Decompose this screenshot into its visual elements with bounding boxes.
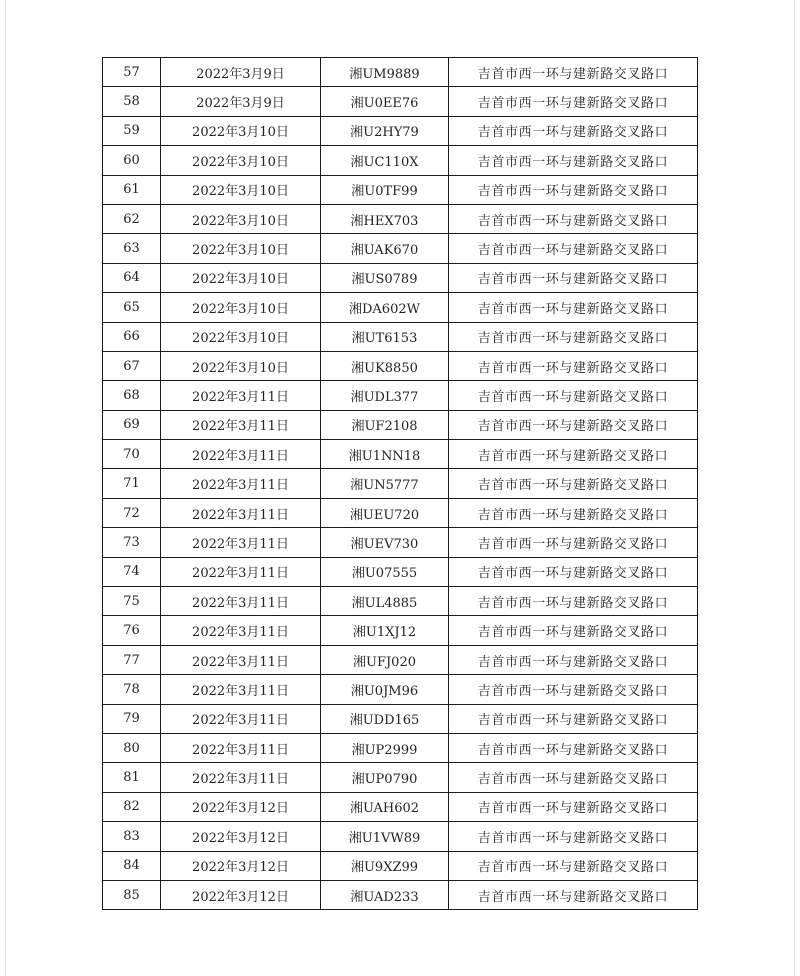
plate-number-cell: 湘U0TF99: [321, 175, 449, 204]
location-cell: 吉首市西一环与建新路交叉路口: [449, 557, 698, 586]
date-cell: 2022年3月12日: [161, 792, 321, 821]
table-row: [103, 175, 698, 204]
table-row: [103, 763, 698, 792]
date-cell: 2022年3月11日: [161, 469, 321, 498]
location-cell: 吉首市西一环与建新路交叉路口: [449, 498, 698, 527]
location-cell: 吉首市西一环与建新路交叉路口: [449, 763, 698, 792]
location-cell: 吉首市西一环与建新路交叉路口: [449, 675, 698, 704]
location-cell: 吉首市西一环与建新路交叉路口: [449, 351, 698, 380]
location-cell: 吉首市西一环与建新路交叉路口: [449, 175, 698, 204]
date-cell: 2022年3月11日: [161, 557, 321, 586]
location-cell: 吉首市西一环与建新路交叉路口: [449, 234, 698, 263]
plate-number-cell: 湘UDL377: [321, 381, 449, 410]
row-number-cell: 63: [103, 234, 161, 263]
records-table-body: [103, 58, 698, 910]
plate-number-cell: 湘UP2999: [321, 733, 449, 762]
location-cell: 吉首市西一环与建新路交叉路口: [449, 87, 698, 116]
plate-number-cell: 湘UT6153: [321, 322, 449, 351]
table-row: [103, 704, 698, 733]
date-cell: 2022年3月10日: [161, 146, 321, 175]
row-number-cell: 58: [103, 87, 161, 116]
location-cell: 吉首市西一环与建新路交叉路口: [449, 116, 698, 145]
table-row: [103, 616, 698, 645]
location-cell: 吉首市西一环与建新路交叉路口: [449, 204, 698, 233]
date-cell: 2022年3月11日: [161, 587, 321, 616]
row-number-cell: 81: [103, 763, 161, 792]
location-cell: 吉首市西一环与建新路交叉路口: [449, 733, 698, 762]
table-row: [103, 645, 698, 674]
plate-number-cell: 湘U2HY79: [321, 116, 449, 145]
date-cell: 2022年3月11日: [161, 410, 321, 439]
plate-number-cell: 湘UFJ020: [321, 645, 449, 674]
plate-number-cell: 湘U0JM96: [321, 675, 449, 704]
table-row: [103, 822, 698, 851]
plate-number-cell: 湘U1VW89: [321, 822, 449, 851]
row-number-cell: 72: [103, 498, 161, 527]
date-cell: 2022年3月11日: [161, 733, 321, 762]
plate-number-cell: 湘U0EE76: [321, 87, 449, 116]
table-row: [103, 87, 698, 116]
location-cell: 吉首市西一环与建新路交叉路口: [449, 469, 698, 498]
row-number-cell: 61: [103, 175, 161, 204]
location-cell: 吉首市西一环与建新路交叉路口: [449, 381, 698, 410]
date-cell: 2022年3月10日: [161, 204, 321, 233]
table-row: [103, 851, 698, 880]
date-cell: 2022年3月10日: [161, 351, 321, 380]
row-number-cell: 79: [103, 704, 161, 733]
row-number-cell: 84: [103, 851, 161, 880]
location-cell: 吉首市西一环与建新路交叉路口: [449, 880, 698, 909]
row-number-cell: 77: [103, 645, 161, 674]
plate-number-cell: 湘UAK670: [321, 234, 449, 263]
row-number-cell: 82: [103, 792, 161, 821]
table-row: [103, 58, 698, 87]
location-cell: 吉首市西一环与建新路交叉路口: [449, 293, 698, 322]
date-cell: 2022年3月10日: [161, 234, 321, 263]
plate-number-cell: 湘DA602W: [321, 293, 449, 322]
location-cell: 吉首市西一环与建新路交叉路口: [449, 704, 698, 733]
row-number-cell: 73: [103, 528, 161, 557]
date-cell: 2022年3月11日: [161, 616, 321, 645]
plate-number-cell: 湘U1XJ12: [321, 616, 449, 645]
table-row: [103, 792, 698, 821]
location-cell: 吉首市西一环与建新路交叉路口: [449, 645, 698, 674]
location-cell: 吉首市西一环与建新路交叉路口: [449, 792, 698, 821]
plate-number-cell: 湘U9XZ99: [321, 851, 449, 880]
plate-number-cell: 湘UC110X: [321, 146, 449, 175]
plate-number-cell: 湘UP0790: [321, 763, 449, 792]
location-cell: 吉首市西一环与建新路交叉路口: [449, 822, 698, 851]
plate-number-cell: 湘UDD165: [321, 704, 449, 733]
date-cell: 2022年3月12日: [161, 880, 321, 909]
table-row: [103, 381, 698, 410]
plate-number-cell: 湘US0789: [321, 263, 449, 292]
table-row: [103, 263, 698, 292]
row-number-cell: 69: [103, 410, 161, 439]
row-number-cell: 60: [103, 146, 161, 175]
page-edge-right: [794, 0, 795, 976]
table-row: [103, 204, 698, 233]
location-cell: 吉首市西一环与建新路交叉路口: [449, 528, 698, 557]
plate-number-cell: 湘UEU720: [321, 498, 449, 527]
table-row: [103, 293, 698, 322]
row-number-cell: 70: [103, 440, 161, 469]
date-cell: 2022年3月11日: [161, 675, 321, 704]
table-row: [103, 234, 698, 263]
plate-number-cell: 湘U1NN18: [321, 440, 449, 469]
row-number-cell: 76: [103, 616, 161, 645]
date-cell: 2022年3月11日: [161, 440, 321, 469]
date-cell: 2022年3月10日: [161, 293, 321, 322]
table-row: [103, 469, 698, 498]
plate-number-cell: 湘UM9889: [321, 58, 449, 87]
row-number-cell: 85: [103, 880, 161, 909]
row-number-cell: 80: [103, 733, 161, 762]
plate-number-cell: 湘UF2108: [321, 410, 449, 439]
location-cell: 吉首市西一环与建新路交叉路口: [449, 440, 698, 469]
row-number-cell: 65: [103, 293, 161, 322]
table-row: [103, 322, 698, 351]
row-number-cell: 74: [103, 557, 161, 586]
date-cell: 2022年3月9日: [161, 87, 321, 116]
row-number-cell: 67: [103, 351, 161, 380]
location-cell: 吉首市西一环与建新路交叉路口: [449, 263, 698, 292]
date-cell: 2022年3月11日: [161, 704, 321, 733]
plate-number-cell: 湘UAD233: [321, 880, 449, 909]
plate-number-cell: 湘HEX703: [321, 204, 449, 233]
table-row: [103, 498, 698, 527]
date-cell: 2022年3月11日: [161, 381, 321, 410]
date-cell: 2022年3月11日: [161, 498, 321, 527]
table-row: [103, 351, 698, 380]
row-number-cell: 83: [103, 822, 161, 851]
plate-number-cell: 湘UK8850: [321, 351, 449, 380]
date-cell: 2022年3月10日: [161, 116, 321, 145]
row-number-cell: 59: [103, 116, 161, 145]
row-number-cell: 78: [103, 675, 161, 704]
table-row: [103, 116, 698, 145]
plate-number-cell: 湘UL4885: [321, 587, 449, 616]
date-cell: 2022年3月11日: [161, 528, 321, 557]
row-number-cell: 71: [103, 469, 161, 498]
table-row: [103, 587, 698, 616]
table-row: [103, 440, 698, 469]
date-cell: 2022年3月9日: [161, 58, 321, 87]
table-row: [103, 528, 698, 557]
page-edge-left: [5, 0, 6, 976]
row-number-cell: 57: [103, 58, 161, 87]
table-row: [103, 675, 698, 704]
date-cell: 2022年3月11日: [161, 645, 321, 674]
records-table: [102, 57, 698, 910]
date-cell: 2022年3月12日: [161, 851, 321, 880]
date-cell: 2022年3月10日: [161, 322, 321, 351]
location-cell: 吉首市西一环与建新路交叉路口: [449, 322, 698, 351]
location-cell: 吉首市西一环与建新路交叉路口: [449, 58, 698, 87]
plate-number-cell: 湘UAH602: [321, 792, 449, 821]
table-row: [103, 880, 698, 909]
location-cell: 吉首市西一环与建新路交叉路口: [449, 587, 698, 616]
table-row: [103, 557, 698, 586]
location-cell: 吉首市西一环与建新路交叉路口: [449, 851, 698, 880]
location-cell: 吉首市西一环与建新路交叉路口: [449, 616, 698, 645]
location-cell: 吉首市西一环与建新路交叉路口: [449, 146, 698, 175]
plate-number-cell: 湘U07555: [321, 557, 449, 586]
table-row: [103, 146, 698, 175]
row-number-cell: 75: [103, 587, 161, 616]
date-cell: 2022年3月11日: [161, 763, 321, 792]
row-number-cell: 66: [103, 322, 161, 351]
table-row: [103, 733, 698, 762]
date-cell: 2022年3月12日: [161, 822, 321, 851]
location-cell: 吉首市西一环与建新路交叉路口: [449, 410, 698, 439]
date-cell: 2022年3月10日: [161, 263, 321, 292]
plate-number-cell: 湘UEV730: [321, 528, 449, 557]
table-row: [103, 410, 698, 439]
row-number-cell: 64: [103, 263, 161, 292]
date-cell: 2022年3月10日: [161, 175, 321, 204]
row-number-cell: 68: [103, 381, 161, 410]
plate-number-cell: 湘UN5777: [321, 469, 449, 498]
row-number-cell: 62: [103, 204, 161, 233]
